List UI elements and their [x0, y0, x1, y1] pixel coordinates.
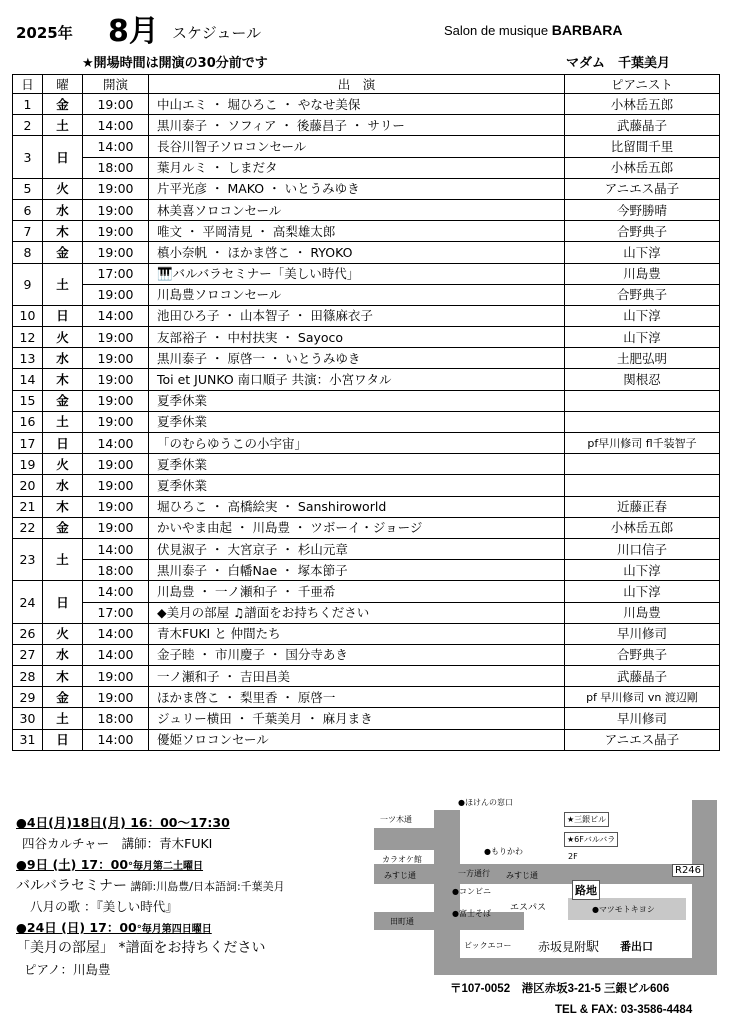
cell-pianist: 合野典子 — [565, 284, 720, 305]
map-morikawa: ●もりかわ — [484, 847, 523, 856]
cell-time: 18:00 — [83, 708, 149, 729]
map-exit: 番出口 — [620, 940, 653, 953]
cell-day: 22 — [13, 517, 43, 538]
info-seminar-date-main: ●9日 (土) 17：00 — [16, 857, 129, 872]
cell-performers: 伏見淑子 ・ 大宮京子 ・ 杉山元章 — [149, 538, 565, 559]
road-mishuji — [374, 864, 704, 884]
table-row — [13, 369, 720, 390]
cell-performers: 唯文 ・ 平岡清見 ・ 高梨雄太郎 — [149, 221, 565, 242]
cell-weekday: 木 — [43, 496, 83, 517]
table-row — [13, 94, 720, 115]
cell-day: 7 — [13, 221, 43, 242]
cell-day: 12 — [13, 327, 43, 348]
cell-time: 19:00 — [83, 178, 149, 199]
cell-time: 19:00 — [83, 666, 149, 687]
cell-day: 30 — [13, 708, 43, 729]
map-bic: ビックエコー — [464, 941, 512, 950]
cell-performers: Toi et JUNKO 南口順子 共演：小宮ワタル — [149, 369, 565, 390]
cell-pianist: 山下淳 — [565, 305, 720, 326]
table-row — [13, 348, 720, 369]
road-r246 — [692, 800, 717, 975]
map-2f: 2F — [568, 852, 578, 861]
map-tamachi: 田町通 — [390, 917, 414, 926]
table-row — [13, 687, 720, 708]
header-pianist: ピアニスト — [565, 75, 720, 94]
map-hoken: ●ほけんの窓口 — [458, 798, 513, 807]
cell-time: 19:00 — [83, 454, 149, 475]
table-row — [13, 242, 720, 263]
access-map — [372, 800, 719, 978]
cell-weekday: 金 — [43, 390, 83, 411]
info-seminar-title — [16, 875, 366, 896]
cell-time: 14:00 — [83, 623, 149, 644]
cell-performers: 青木FUKI と 仲間たち — [149, 623, 565, 644]
cell-pianist: 合野典子 — [565, 221, 720, 242]
cell-pianist — [565, 411, 720, 432]
table-row — [13, 178, 720, 199]
cell-pianist: 山下淳 — [565, 327, 720, 348]
cell-day: 10 — [13, 305, 43, 326]
table-row — [13, 708, 720, 729]
cell-time: 14:00 — [83, 644, 149, 665]
cell-pianist: pf早川修司 fl千装智子 — [565, 433, 720, 454]
cell-time: 19:00 — [83, 94, 149, 115]
table-row — [13, 623, 720, 644]
map-sangin: ★三銀ビル — [564, 812, 609, 827]
road-bottom — [434, 958, 717, 975]
cell-time: 19:00 — [83, 411, 149, 432]
cell-pianist: 合野典子 — [565, 644, 720, 665]
cell-pianist: 今野勝晴 — [565, 199, 720, 220]
table-row — [13, 136, 720, 157]
cell-time: 19:00 — [83, 284, 149, 305]
map-oneway: 一方通行 — [458, 869, 490, 878]
schedule-label: スケジュール — [172, 24, 262, 42]
table-row — [13, 496, 720, 517]
map-roji: 路地 — [572, 880, 600, 900]
cell-time: 19:00 — [83, 327, 149, 348]
cell-weekday: 火 — [43, 623, 83, 644]
cell-day: 6 — [13, 199, 43, 220]
cell-time: 19:00 — [83, 390, 149, 411]
year: 2025年 — [16, 24, 73, 42]
cell-weekday: 水 — [43, 475, 83, 496]
cell-weekday: 土 — [43, 115, 83, 136]
cell-weekday: 金 — [43, 242, 83, 263]
cell-day: 31 — [13, 729, 43, 750]
cell-day: 26 — [13, 623, 43, 644]
cell-weekday: 土 — [43, 263, 83, 305]
table-row — [13, 729, 720, 750]
cell-performers: 黒川泰子 ・ 白幡Nae ・ 塚本節子 — [149, 560, 565, 581]
cell-weekday: 土 — [43, 538, 83, 580]
info-room-date-main: ●24日 (日) 17：00 — [16, 920, 137, 935]
cell-weekday: 土 — [43, 708, 83, 729]
cell-time: 18:00 — [83, 560, 149, 581]
map-hitotsugi: 一ツ木通 — [380, 815, 412, 824]
table-row — [13, 433, 720, 454]
table-row — [13, 411, 720, 432]
table-row — [13, 475, 720, 496]
cell-performers: 友部裕子 ・ 中村扶実 ・ Sayoco — [149, 327, 565, 348]
cell-day: 29 — [13, 687, 43, 708]
cell-pianist — [565, 390, 720, 411]
cell-pianist: 山下淳 — [565, 560, 720, 581]
road-hitotsugi-left — [374, 828, 434, 850]
table-row — [13, 560, 720, 581]
cell-pianist: 近藤正春 — [565, 496, 720, 517]
opening-notice: ★開場時間は開演の30分前です — [82, 56, 268, 71]
cell-time: 19:00 — [83, 496, 149, 517]
cell-performers: 夏季休業 — [149, 475, 565, 496]
cell-day: 1 — [13, 94, 43, 115]
info-room-note: °毎月第四日曜日 — [136, 924, 212, 935]
table-row — [13, 390, 720, 411]
map-barbara: ★6Fバルバラ — [564, 832, 618, 847]
cell-pianist: 川島豊 — [565, 602, 720, 623]
cell-day: 13 — [13, 348, 43, 369]
info-seminar-note: °毎月第二土曜日 — [128, 861, 204, 872]
map-matsumoto: ●マツモトキヨシ — [592, 905, 655, 914]
table-row — [13, 305, 720, 326]
cell-time: 19:00 — [83, 199, 149, 220]
table-header-row — [13, 75, 720, 94]
cell-time: 19:00 — [83, 348, 149, 369]
cell-time: 19:00 — [83, 687, 149, 708]
cell-pianist: アニエス晶子 — [565, 178, 720, 199]
cell-performers: 長谷川智子ソロコンセール — [149, 136, 565, 157]
cell-time: 14:00 — [83, 729, 149, 750]
cell-weekday: 金 — [43, 517, 83, 538]
cell-time: 14:00 — [83, 115, 149, 136]
cell-time: 19:00 — [83, 517, 149, 538]
schedule-body — [13, 94, 720, 751]
cell-pianist: pf 早川修司 vn 渡辺剛 — [565, 687, 720, 708]
tel-fax: TEL & FAX: 03-3586-4484 — [555, 1004, 693, 1016]
cell-performers: 優姫ソロコンセール — [149, 729, 565, 750]
table-row — [13, 327, 720, 348]
cell-performers: 葉月ルミ ・ しまだタ — [149, 157, 565, 178]
cell-performers: 「のむらゆうこの小宇宙」 — [149, 433, 565, 454]
table-row — [13, 666, 720, 687]
salon-name — [444, 22, 622, 38]
cell-weekday: 金 — [43, 94, 83, 115]
cell-performers: 中山エミ ・ 堀ひろこ ・ やなせ美保 — [149, 94, 565, 115]
table-row — [13, 263, 720, 284]
map-karaoke: カラオケ館 — [382, 855, 422, 864]
map-station-name: 赤坂見附 — [538, 940, 587, 954]
cell-weekday: 木 — [43, 369, 83, 390]
info-culture-date: ●4日(月)18日(月) 16：00～17:30 — [16, 815, 230, 830]
cell-performers: 夏季休業 — [149, 390, 565, 411]
header-time: 開演 — [83, 75, 149, 94]
table-row — [13, 602, 720, 623]
cell-weekday: 火 — [43, 327, 83, 348]
cell-pianist: 川口信子 — [565, 538, 720, 559]
cell-day: 27 — [13, 644, 43, 665]
table-row — [13, 517, 720, 538]
cell-time: 19:00 — [83, 369, 149, 390]
cell-day: 15 — [13, 390, 43, 411]
cell-performers: 夏季休業 — [149, 411, 565, 432]
cell-time: 18:00 — [83, 157, 149, 178]
info-seminar-date — [16, 854, 366, 875]
cell-weekday: 日 — [43, 305, 83, 326]
cell-day: 28 — [13, 666, 43, 687]
table-row — [13, 644, 720, 665]
info-culture-teacher: 四谷カルチャー 講師：青木FUKI — [22, 836, 213, 851]
cell-weekday: 水 — [43, 348, 83, 369]
info-seminar-teacher: 講師:川島豊/日本語詞:千葉美月 — [127, 880, 285, 893]
cell-performers: ほかま啓こ ・ 梨里香 ・ 原啓一 — [149, 687, 565, 708]
cell-time: 14:00 — [83, 136, 149, 157]
cell-time: 14:00 — [83, 581, 149, 602]
header-dow: 曜 — [43, 75, 83, 94]
table-row — [13, 284, 720, 305]
cell-performers: 一ノ瀬和子 ・ 吉田昌美 — [149, 666, 565, 687]
info-room-title: 「美月の部屋」 *譜面をお持ちください — [16, 940, 266, 956]
map-espace: エスパス — [510, 903, 547, 913]
cell-performers: 川島豊ソロコンセール — [149, 284, 565, 305]
cell-performers: 🎹バルバラセミナー「美しい時代」 — [149, 263, 565, 284]
cell-day: 8 — [13, 242, 43, 263]
table-row — [13, 538, 720, 559]
table-row — [13, 115, 720, 136]
cell-weekday: 日 — [43, 433, 83, 454]
cell-weekday: 火 — [43, 454, 83, 475]
cell-time: 14:00 — [83, 305, 149, 326]
cell-pianist: 小林岳五郎 — [565, 94, 720, 115]
cell-weekday: 土 — [43, 411, 83, 432]
cell-day: 23 — [13, 538, 43, 580]
cell-day: 21 — [13, 496, 43, 517]
cell-pianist: 土肥弘明 — [565, 348, 720, 369]
header-performers: 出 演 — [149, 75, 565, 94]
cell-day: 3 — [13, 136, 43, 178]
cell-day: 20 — [13, 475, 43, 496]
cell-weekday: 金 — [43, 687, 83, 708]
info-room-date — [16, 917, 366, 938]
cell-weekday: 水 — [43, 199, 83, 220]
cell-pianist: アニエス晶子 — [565, 729, 720, 750]
cell-time: 17:00 — [83, 263, 149, 284]
cell-pianist: 関根忍 — [565, 369, 720, 390]
table-row — [13, 199, 720, 220]
schedule-table — [12, 74, 720, 751]
cell-performers: 林美喜ソロコンセール — [149, 199, 565, 220]
cell-day: 5 — [13, 178, 43, 199]
cell-performers: 槙小奈帆 ・ ほかま啓こ ・ RYOKO — [149, 242, 565, 263]
salon-brand: BARBARA — [551, 22, 623, 38]
cell-time: 14:00 — [83, 538, 149, 559]
cell-pianist: 川島豊 — [565, 263, 720, 284]
cell-performers: ◆美月の部屋 ♫譜面をお持ちください — [149, 602, 565, 623]
cell-pianist — [565, 454, 720, 475]
madam-name: マダム 千葉美月 — [566, 56, 671, 71]
cell-weekday: 木 — [43, 666, 83, 687]
map-station — [538, 936, 599, 955]
map-mishuji-left: みすじ通 — [384, 871, 416, 880]
table-row — [13, 581, 720, 602]
info-seminar-name: バルバラセミナー — [16, 878, 128, 894]
info-song: 八月の歌 ：『美しい時代』 — [30, 899, 178, 914]
salon-prefix: Salon de musique — [444, 23, 549, 38]
cell-weekday: 日 — [43, 136, 83, 178]
header-day: 日 — [13, 75, 43, 94]
cell-day: 14 — [13, 369, 43, 390]
table-row — [13, 221, 720, 242]
cell-weekday: 水 — [43, 644, 83, 665]
cell-performers: 池田ひろ子 ・ 山本智子 ・ 田篠麻衣子 — [149, 305, 565, 326]
cell-day: 2 — [13, 115, 43, 136]
cell-weekday: 日 — [43, 581, 83, 623]
info-room-piano: ピアノ：川島豊 — [24, 962, 111, 977]
cell-day: 24 — [13, 581, 43, 623]
cell-weekday: 日 — [43, 729, 83, 750]
map-mishuji-right: みすじ通 — [506, 871, 538, 880]
cell-time: 19:00 — [83, 221, 149, 242]
cell-weekday: 火 — [43, 178, 83, 199]
address: 〒107-0052 港区赤坂3-21-5 三銀ビル606 — [450, 983, 670, 995]
cell-weekday: 木 — [43, 221, 83, 242]
cell-performers: 川島豊 ・ 一ノ瀬和子 ・ 千亜希 — [149, 581, 565, 602]
cell-pianist: 早川修司 — [565, 708, 720, 729]
cell-performers: かいやま由起 ・ 川島豊 ・ ツボーイ・ジョージ — [149, 517, 565, 538]
info-section — [16, 812, 366, 980]
cell-performers: 堀ひろこ ・ 高橋絵実 ・ Sanshiroworld — [149, 496, 565, 517]
cell-pianist: 小林岳五郎 — [565, 517, 720, 538]
cell-time: 19:00 — [83, 242, 149, 263]
cell-performers: 夏季休業 — [149, 454, 565, 475]
cell-time: 14:00 — [83, 433, 149, 454]
cell-day: 17 — [13, 433, 43, 454]
cell-time: 19:00 — [83, 475, 149, 496]
cell-day: 9 — [13, 263, 43, 305]
cell-pianist — [565, 475, 720, 496]
cell-pianist: 山下淳 — [565, 242, 720, 263]
cell-pianist: 小林岳五郎 — [565, 157, 720, 178]
cell-day: 19 — [13, 454, 43, 475]
cell-performers: ジュリー横田 ・ 千葉美月 ・ 麻月まき — [149, 708, 565, 729]
map-station-eki: 駅 — [586, 940, 600, 955]
cell-performers: 黒川泰子 ・ ソフィア ・ 後藤昌子 ・ サリー — [149, 115, 565, 136]
road-hitotsugi — [434, 810, 460, 960]
map-konbini: ●コンビニ — [452, 887, 491, 896]
map-fuji: ●富士そば — [452, 909, 491, 918]
table-row — [13, 454, 720, 475]
cell-day: 16 — [13, 411, 43, 432]
cell-time: 17:00 — [83, 602, 149, 623]
month-title: 8月 — [108, 14, 159, 49]
cell-pianist: 比留間千里 — [565, 136, 720, 157]
cell-performers: 片平光彦 ・ MAKO ・ いとうみゆき — [149, 178, 565, 199]
header — [0, 0, 733, 72]
cell-pianist: 武藤晶子 — [565, 666, 720, 687]
cell-pianist: 早川修司 — [565, 623, 720, 644]
table-row — [13, 157, 720, 178]
cell-performers: 黒川泰子 ・ 原啓一 ・ いとうみゆき — [149, 348, 565, 369]
map-r246: R246 — [672, 864, 704, 877]
cell-pianist: 山下淳 — [565, 581, 720, 602]
cell-pianist: 武藤晶子 — [565, 115, 720, 136]
cell-performers: 金子睦 ・ 市川慶子 ・ 国分寺あき — [149, 644, 565, 665]
